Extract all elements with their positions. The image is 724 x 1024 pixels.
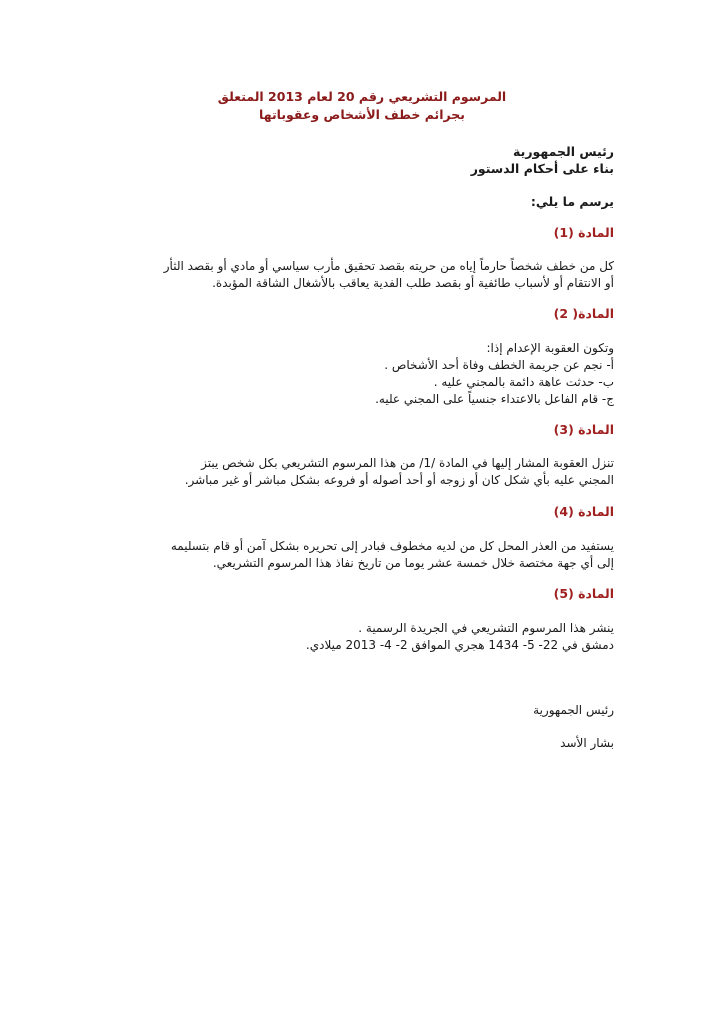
article-4-line-2: إلى أي جهة مختصة خلال خمسة عشر يوما من تاريخ نفاذ هذا المرسوم التشريعي. <box>212 556 614 570</box>
preamble <box>94 143 614 177</box>
article-4-body <box>94 538 614 572</box>
article-1-heading: المادة (1) <box>553 225 614 240</box>
signature-title: رئيس الجمهورية <box>533 703 614 717</box>
article-3-body <box>94 455 614 489</box>
article-3-line-2: المجني عليه بأي شكل كان أو زوجه أو أحد أصوله أو فروعه بشكل مباشر أو غير مباشر. <box>184 473 614 487</box>
article-2-body <box>94 340 614 408</box>
title-line-2: بجرائم خطف الأشخاص وعقوباتها <box>259 107 465 122</box>
article-2-line-4: ج- قام الفاعل بالاعتداء جنسياً على المجني عليه. <box>375 392 614 406</box>
preamble-president: رئيس الجمهورية <box>513 144 614 159</box>
article-1-body <box>94 258 614 292</box>
article-2-line-2: أ- نجم عن جريمة الخطف وفاة أحد الأشخاص . <box>384 358 614 372</box>
signature-name: بشار الأسد <box>560 736 614 750</box>
article-4-heading: المادة (4) <box>553 504 614 519</box>
article-5-body <box>94 620 614 654</box>
article-5-line-2: دمشق في 22- 5- 1434 هجري الموافق 2- 4- 2013 ميلادي. <box>305 638 614 652</box>
article-2-heading: المادة( 2) <box>553 306 614 321</box>
article-1-line-2: أو الانتقام أو لأسباب طائفية أو بقصد طلب الفدية يعاقب بالأشغال الشاقة المؤبدة. <box>212 276 614 290</box>
article-3-heading: المادة (3) <box>553 422 614 437</box>
article-2-line-1: وتكون العقوبة الإعدام إذا: <box>486 341 614 355</box>
preamble-constitution: بناء على أحكام الدستور <box>470 161 614 176</box>
preamble-decrees: يرسم ما يلي: <box>530 194 614 209</box>
title-line-1: المرسوم التشريعي رقم 20 لعام 2013 المتعلق <box>217 89 507 104</box>
article-3-line-1: تنزل العقوبة المشار إليها في المادة /1/ من هذا المرسوم التشريعي بكل شخص يبتز <box>201 456 614 470</box>
article-1-line-1: كل من خطف شخصاً حارماً إياه من حريته بقصد تحقيق مأرب سياسي أو مادي أو بقصد الثأر <box>163 259 614 273</box>
document-title <box>0 88 724 124</box>
article-2-line-3: ب- حدثت عاهة دائمة بالمجني عليه . <box>433 375 614 389</box>
article-5-line-1: ينشر هذا المرسوم التشريعي في الجريدة الرسمية . <box>358 621 614 635</box>
article-4-line-1: يستفيد من العذر المحل كل من لديه مخطوف فبادر إلى تحريره بشكل آمن أو قام بتسليمه <box>170 539 614 553</box>
article-5-heading: المادة (5) <box>553 586 614 601</box>
